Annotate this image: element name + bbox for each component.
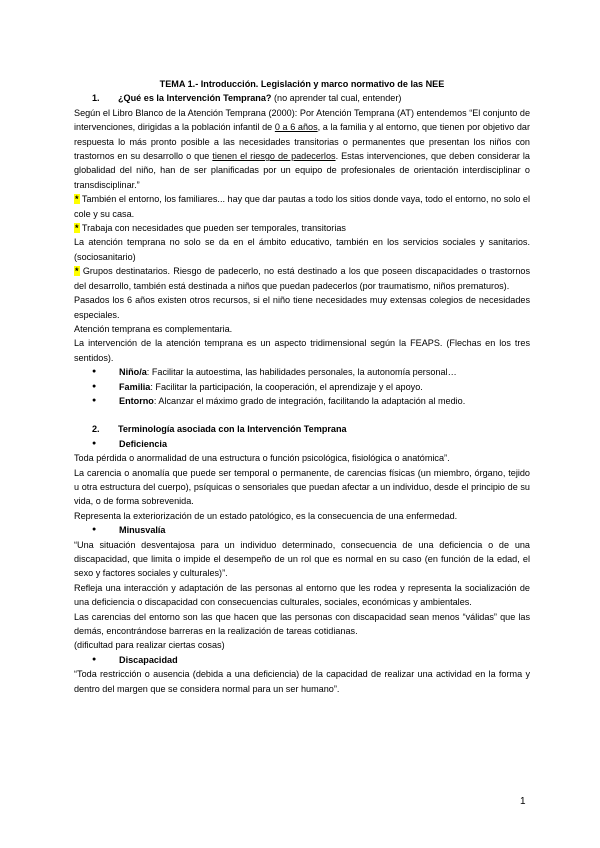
subheading-minusvalia: ● Minusvalía bbox=[74, 523, 530, 537]
deficiencia-p3: Representa la exteriorización de un estado patológico, es la consecuencia de una enfermedad. bbox=[74, 510, 458, 521]
note-grupos-text: Grupos destinatarios. Riesgo de padecerlo, no está destinado a los que poseen discapacidades o trastornos del desarrollo, también está destinada a niños que puedan padecerlos (por traumatismo, niños prematuros). bbox=[74, 266, 530, 291]
note-grupos bbox=[74, 264, 530, 293]
section-1-title: ¿Qué es la Intervención Temprana? bbox=[118, 93, 272, 104]
note-entorno-text: También el entorno, los familiares... hay que dar pautas a todo los sitios donde vaya, todo el entorno, no solo el cole y su casa. bbox=[74, 194, 530, 219]
note-necesidades bbox=[74, 221, 530, 235]
definition-text-b: , a la familia y al entorno, que tienen por objetivo dar respuesta lo más pronto posible a las necesidades transitorias o permanentes que presentan los niños con trastornos en su desarrollo o que bbox=[74, 122, 530, 162]
dimensions-list bbox=[74, 365, 530, 408]
definition-text-c: . Estas intervenciones, que deben considerar la globalidad del niño, han de ser planificadas por un equipo de profesionales de orientación interdisciplinar o transdisciplinar.” bbox=[74, 151, 530, 190]
highlight-star: * bbox=[75, 223, 79, 234]
document-body bbox=[74, 77, 530, 696]
document-title: TEMA 1.- Introducción. Legislación y marco normativo de las NEE bbox=[159, 79, 445, 89]
definition-paragraph bbox=[74, 106, 530, 192]
list-item-entorno bbox=[74, 394, 530, 408]
subheading-discapacidad: ● Discapacidad bbox=[74, 653, 530, 667]
minusvalia-p4: (dificultad para realizar ciertas cosas) bbox=[74, 640, 225, 651]
minusvalia-p3: Las carencias del entorno son las que hacen que las personas con discapacidad sean menos “válidas” que las demás, encontrándose barreras en la realización de tareas cotidianas. bbox=[74, 611, 530, 637]
paragraph-recursos: Pasados los 6 años existen otros recursos, si el niño tiene necesidades muy extensas colegios de necesidades especiales. bbox=[74, 295, 530, 320]
highlight-star: * bbox=[75, 194, 79, 205]
list-item-familia bbox=[74, 380, 530, 394]
deficiencia-p1: Toda pérdida o anormalidad de una estructura o función psicológica, fisiológica o anatómica”. bbox=[74, 453, 450, 464]
list-item-nino bbox=[74, 365, 530, 379]
dimension-text: : Facilitar la participación, la cooperación, el aprendizaje y el apoyo. bbox=[150, 381, 423, 392]
section-1-heading bbox=[74, 91, 530, 105]
section-1-number: 1. bbox=[92, 93, 100, 104]
dimension-text: : Alcanzar el máximo grado de integración, facilitando la adaptación al medio. bbox=[153, 395, 466, 406]
discapacidad-p1: “Toda restricción o ausencia (debida a una deficiencia) de la capacidad de realizar una actividad en la forma y dentro del margen que se considera normal para un ser humano”. bbox=[74, 669, 530, 694]
definition-underline-risk: tienen el riesgo de padecerlos bbox=[212, 151, 336, 162]
section-1-note: (no aprender tal cual, entender) bbox=[271, 93, 402, 104]
paragraph-sociosanitario: La atención temprana no solo se da en el ámbito educativo, también en los servicios sociales y sanitarios. (sociosanitario) bbox=[74, 237, 530, 262]
dimension-text: : Facilitar la autoestima, las habilidades personales, la autonomía personal… bbox=[146, 367, 457, 378]
definition-underline-age: 0 a 6 años bbox=[274, 122, 318, 133]
deficiencia-p2: La carencia o anomalía que puede ser temporal o permanente, de carencias físicas (un miembro, órgano, tejido u otra estructura del cuerpo), psíquicas o sensoriales que puedan afectar a un individuo, desde el principio de su vida, o de forma sobrevenida. bbox=[74, 467, 530, 507]
highlight-star: * bbox=[75, 266, 79, 277]
minusvalia-p1: “Una situación desventajosa para un individuo determinado, consecuencia de una deficiencia o de una discapacidad, que limita o impide el desempeño de un rol que es normal en su caso (en función de la edad, el sexo y factores sociales y culturales)”. bbox=[74, 539, 530, 579]
section-2-title: Terminología asociada con la Intervención Temprana bbox=[118, 424, 347, 435]
spacer bbox=[74, 408, 530, 422]
note-entorno bbox=[74, 192, 530, 221]
paragraph-complementaria: Atención temprana es complementaria. bbox=[74, 323, 233, 334]
dimension-label: Familia bbox=[119, 381, 151, 392]
dimension-label: Niño/a bbox=[119, 367, 147, 378]
minusvalia-p2: Refleja una interacción y adaptación de las personas al entorno que les rodea y representa la socialización de una deficiencia o discapacidad con consecuencias culturales, sociales, económicas y ambientales. bbox=[74, 582, 530, 608]
note-necesidades-text: Trabaja con necesidades que pueden ser temporales, transitorias bbox=[79, 223, 346, 234]
paragraph-tridimensional: La intervención de la atención temprana es un aspecto tridimensional según la FEAPS. (Flechas en los tres sentidos). bbox=[74, 338, 530, 363]
section-2-number: 2. bbox=[92, 424, 100, 435]
page-number: 1 bbox=[520, 796, 526, 807]
definition-text-a: Según el Libro Blanco de la Atención Temprana (2000): Por Atención Temprana (AT) entendemos “El conjunto de intervenciones, dirigidas a la población infantil de bbox=[74, 107, 530, 133]
dimension-label: Entorno bbox=[119, 395, 154, 406]
subheading-deficiencia: ● Deficiencia bbox=[74, 437, 530, 451]
section-2-heading bbox=[74, 422, 530, 436]
